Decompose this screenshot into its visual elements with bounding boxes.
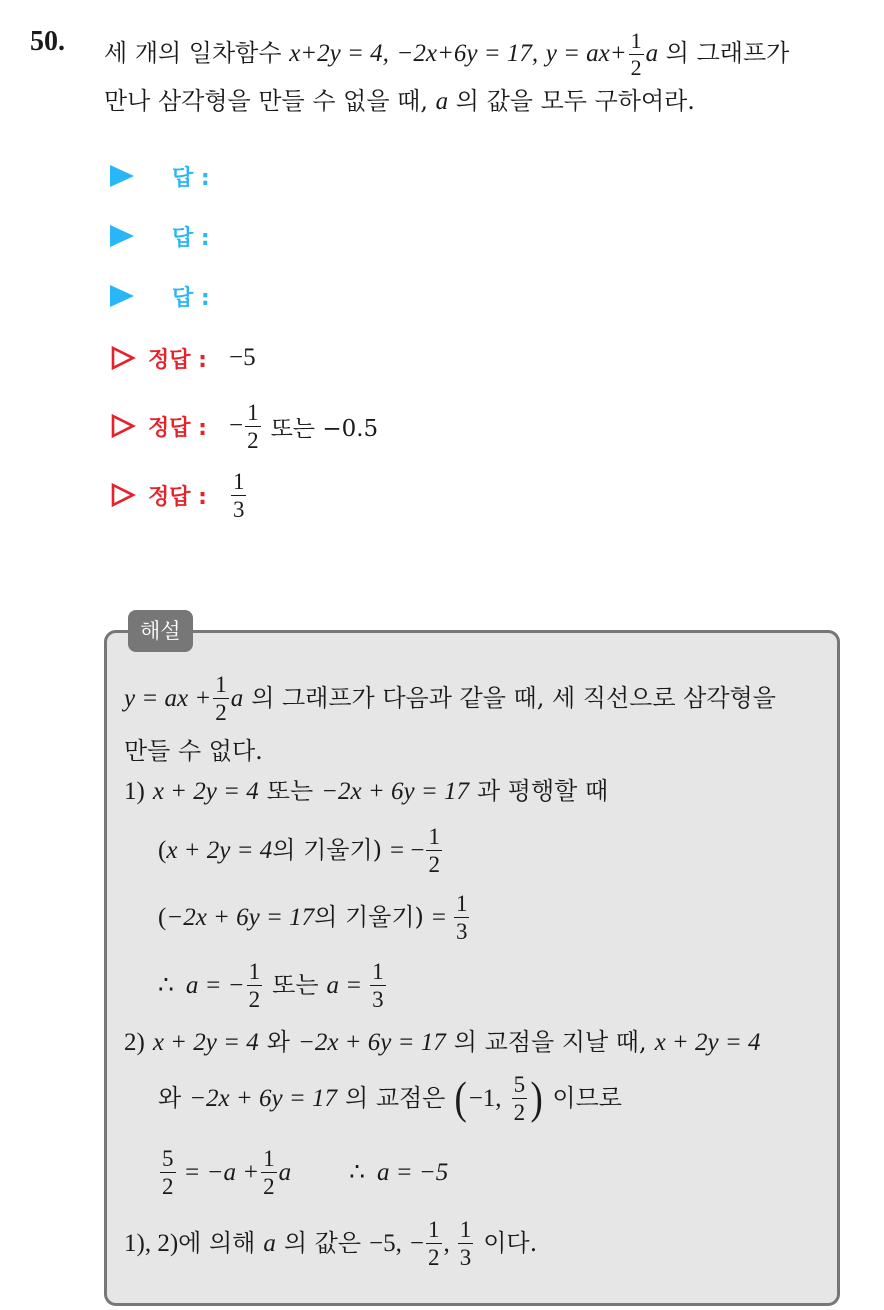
play-triangle-icon	[110, 165, 134, 187]
outline-triangle-icon	[110, 482, 136, 508]
solution-line-3: 1) x + 2y = 4 또는 −2x + 6y = 17 과 평행할 때	[124, 777, 609, 805]
correct-answer-sign: −	[228, 412, 244, 439]
correct-answer-value: −5	[228, 344, 256, 371]
correct-answer-fraction: $\frac{1}{2}$	[247, 399, 259, 453]
answer-blank-3[interactable]	[110, 276, 210, 316]
equation-3-left: y = ax+	[545, 40, 627, 67]
question-line-1	[104, 30, 789, 79]
solution-tag: 해설	[128, 610, 193, 652]
solution-line-10: 1), 2) 에 의해 a 의 값은 −5, − $\frac{1}{2}$ , $\frac{1}{3}$ 이다.	[124, 1216, 538, 1270]
solution-line-6: ∴ a = − $\frac{1}{2}$ 또는 a = $\frac{1}{3}$	[158, 958, 384, 1012]
equation-3-right: a	[645, 40, 659, 67]
play-triangle-icon	[110, 285, 134, 307]
question-number: 50.	[30, 26, 65, 57]
correct-answer-suffix: 또는 −0.5	[270, 415, 379, 442]
answer-blank-1[interactable]	[110, 156, 210, 196]
equation-1: x+2y = 4,	[289, 40, 389, 67]
solution-line-1: y = ax + $\frac{1}{2}$ a 의 그래프가 다음과 같을 때, 세 직선으로 삼각형을	[124, 671, 776, 725]
solution-line-7: 2) x + 2y = 4 와 −2x + 6y = 17 의 교점을 지날 때, x + 2y = 4	[124, 1028, 761, 1056]
solution-line-8: 와 −2x + 6y = 17 의 교점은 ( −1, $\frac{5}{2}$ ) 이므로	[158, 1071, 622, 1125]
solution-line-9: $\frac{5}{2}$ = −a + $\frac{1}{2}$ a ∴ a = −5	[162, 1145, 449, 1199]
correct-answer-1	[110, 338, 256, 378]
correct-answer-label: 정답 :	[148, 415, 207, 441]
correct-answer-label: 정답 :	[148, 347, 207, 373]
solution-line-4: ( x + 2y = 4 의 기울기) = − $\frac{1}{2}$	[158, 823, 440, 877]
correct-answer-label: 정답 :	[148, 484, 207, 510]
play-triangle-icon	[110, 225, 134, 247]
answer-label: 답 :	[172, 285, 210, 311]
outline-triangle-icon	[110, 345, 136, 371]
answer-blank-2[interactable]	[110, 216, 210, 256]
correct-answer-fraction: $\frac{1}{3}$	[232, 468, 245, 522]
equation-3-fraction: $\frac{1}{2}$	[630, 28, 642, 80]
correct-answer-2	[110, 399, 379, 453]
solution-line-2: 만들 수 없다.	[124, 737, 263, 765]
equation-2: −2x+6y = 17,	[396, 40, 539, 67]
correct-answer-3	[110, 468, 248, 522]
outline-triangle-icon	[110, 413, 136, 439]
question-text-tail: 의 그래프가	[665, 39, 790, 67]
answer-label: 답 :	[172, 225, 210, 251]
question-text: 세 개의 일차함수	[104, 39, 282, 67]
answer-label: 답 :	[172, 165, 210, 191]
question-line-2: 만나 삼각형을 만들 수 없을 때, a 의 값을 모두 구하여라.	[104, 87, 695, 115]
solution-line-5: ( −2x + 6y = 17 의 기울기) = $\frac{1}{3}$	[158, 890, 468, 944]
